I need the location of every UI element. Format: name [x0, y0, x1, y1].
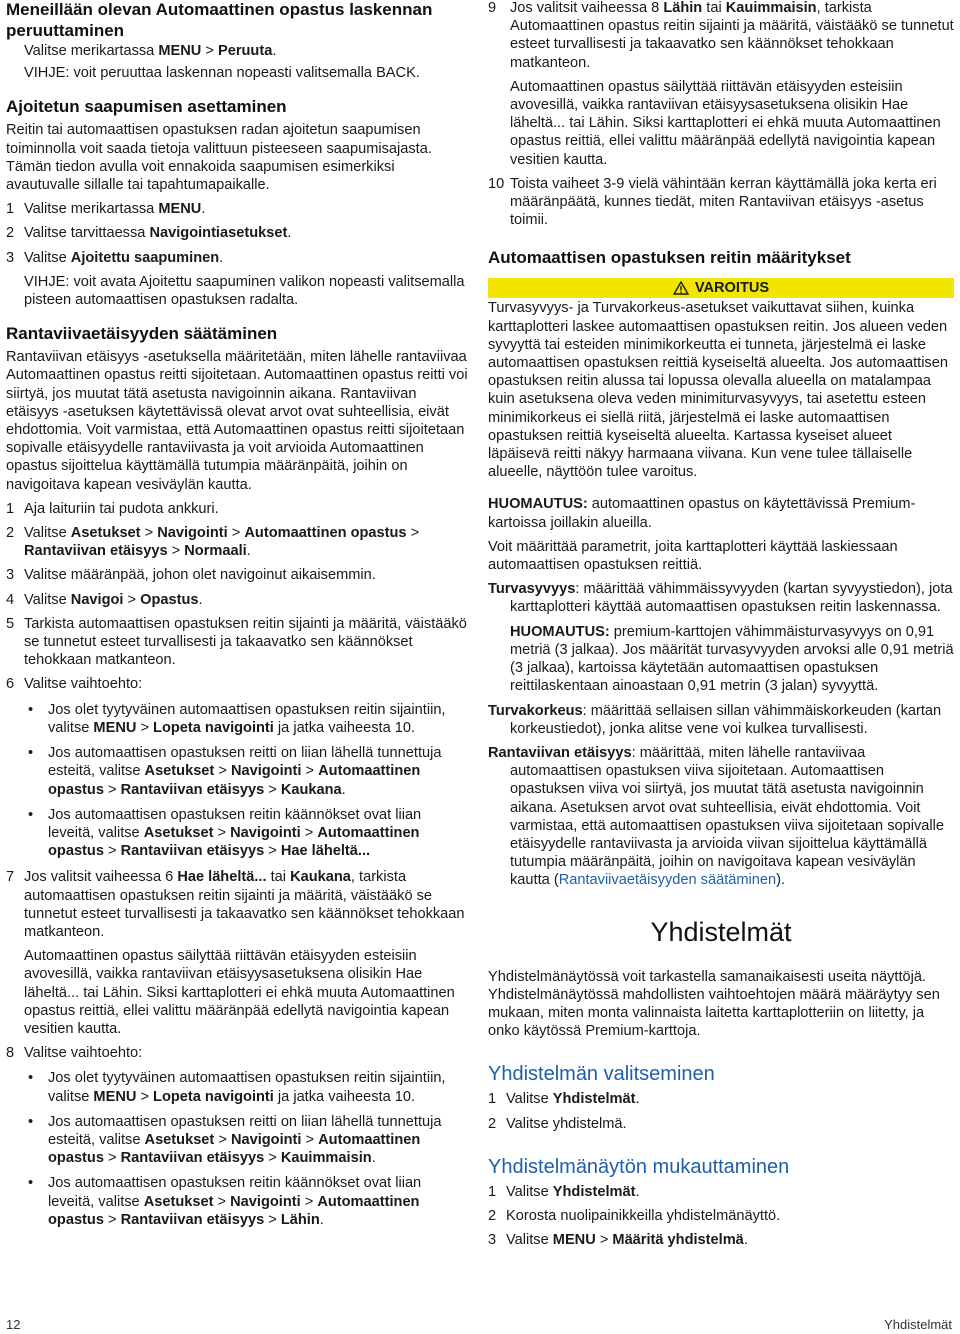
definition-safe-height: Turvakorkeus: määrittää sellaisen sillan vähimmäiskorkeuden (kartan korkeustiedot), jonka alitse vene voi kulkea turvallisesti. [488, 702, 942, 737]
paragraph-shoreline-distance: Rantaviivan etäisyys -asetuksella määritetään, miten lähelle rantaviivaa Automaattinen opastus reitti sijoitetaan. Automaattinen opastus reitti voi siirtyä, jos muutat tätä asetusta navigoinnin aikana. Rantaviivan etäisyys -asetuksen käytettävissä olevat arvot ovat suhteellisia, eivät ehdottomia. Voit varmistaa, että Automaattinen opastus reitti sijoitetaan sopivalle etäisyydelle rantaviivasta ja voit arvioida Automaattinen opastus sijoittelua käyttämällä tutumpia määränpäitä, joihin on navigoitava kapean vesiväylän kautta. [6, 349, 468, 493]
list-item: 2 Valitse yhdistelmä. [488, 1115, 627, 1132]
section-title-customize-combination: Yhdistelmänäytön mukauttaminen [488, 1155, 790, 1178]
list-item: 2 Valitse Asetukset > Navigointi > Automaattinen opastus > Rantaviivan etäisyys > Normaali. [6, 525, 420, 560]
list-item: 1 Valitse merikartassa MENU. [6, 201, 206, 218]
warning-banner [488, 278, 954, 298]
left-column [6, 0, 468, 1229]
list-item: 9 Jos valitsit vaiheessa 8 Lähin tai Kauimmaisin, tarkista Automaattinen opastus reitin sijainti ja määritä, väistääkö se tunnetut esteet turvallisesti ja takaavatko sen käännökset tehokkaan matkanteon. [488, 0, 954, 71]
section-title-timed-arrival: Ajoitetun saapumisen asettaminen [6, 97, 287, 117]
section-title-autoguidance-settings: Automaattisen opastuksen reitin määritykset [488, 248, 851, 268]
list-item: 10 Toista vaiheet 3-9 vielä vähintään kerran käyttämällä joka kerta eri määränpäätä, kunnes tiedät, miten Rantaviivan etäisyys -asetus toimii. [488, 175, 937, 229]
right-column [488, 0, 954, 1249]
link-shoreline-distance[interactable]: Rantaviivaetäisyyden säätäminen [558, 872, 777, 889]
option-list-step8 [6, 1069, 468, 1229]
option-list-step6 [6, 701, 468, 861]
list-item: 3 Valitse MENU > Määritä yhdistelmä. [488, 1232, 748, 1249]
note-premium: HUOMAUTUS: automaattinen opastus on käytettävissä Premium-kartoissa joillakin alueilla. [488, 496, 916, 531]
footer-section-name: Yhdistelmät [884, 1317, 952, 1332]
note-safe-depth: HUOMAUTUS: premium-karttojen vähimmäisturvasyvyys on 0,91 metriä (3 jalkaa). Jos määrität turvasyvyyden arvoksi alle 0,91 metriä (3 jalkaa), kartoissa käytetään automaattisen opastuksen reittilaskentaan ainoastaan 0,91 metrin (3 jalan) syvyyttä. [510, 623, 954, 695]
list-item: 5 Tarkista automaattisen opastuksen reitin sijainti ja määritä, väistääkö se tunnetut esteet turvallisesti ja takaavatko sen käännökset tehokkaan matkanteon. [6, 615, 467, 669]
section-title-select-combination: Yhdistelmän valitseminen [488, 1063, 715, 1086]
step9-note: Automaattinen opastus säilyttää riittävän etäisyyden esteisiin avovesillä, vaikka rantaviivan etäisyysasetuksena olisikin Hae läheltä... tai Lähin. Siksi karttaplotteri ei ehkä muuta Automaattinen opastus reittiä, ellei valittu määränpää edellytä navigointia kapean vesitien kautta. [510, 78, 941, 168]
step7-note: Automaattinen opastus säilyttää riittävän etäisyyden esteisiin avovesillä, vaikka rantaviivan etäisyysasetuksena olisikin Hae läheltä... tai Lähin. Siksi karttaplotteri ei ehkä muuta Automaattinen opastus reittiä, ellei valittu määränpää edellytä navigointia kapean vesitien kautta. [24, 948, 455, 1037]
list-item: • Jos olet tyytyväinen automaattisen opastuksen reitin sijaintiin, valitse MENU > Lopeta navigointi ja jatka vaiheesta 10. [28, 1070, 446, 1105]
paragraph-combinations: Yhdistelmänäytössä voit tarkastella samanaikaisesti useita näyttöjä. Yhdistelmänäytössä mahdollisten vaihtoehtojen määrä määräytyy sen mukaan, miten monta valinnaista laitetta karttaplotteriin on liitetty, ja onko käytössä Premium-karttoja. [488, 968, 940, 1040]
list-item: 2 Korosta nuolipainikkeilla yhdistelmänäyttö. [488, 1207, 781, 1224]
list-item: • Jos olet tyytyväinen automaattisen opastuksen reitin sijaintiin, valitse MENU > Lopeta navigointi ja jatka vaiheesta 10. [28, 701, 446, 736]
paragraph-timed-arrival: Reitin tai automaattisen opastuksen radan ajoitetun saapumisen toiminnolla voit saada tietoja valittuun pisteeseen saapumisajasta. Tämän tiedon avulla voit ennakoida saapumisen esimerkiksi avautuvalle sillalle tai tapahtumapaikalle. [6, 122, 432, 194]
list-item: 8 Valitse vaihtoehto: [6, 1045, 143, 1062]
list-item: 3 Valitse Ajoitettu saapuminen. [6, 249, 224, 266]
list-item: 1 Valitse Yhdistelmät. [488, 1091, 640, 1108]
warning-text: Turvasyvyys- ja Turvakorkeus-asetukset vaikuttavat siihen, kuinka karttaplotteri laskee automaattisen opastuksen reitin. Jos alueen veden syvyyttä tai esteiden minimikorkeutta ei tunneta, järjestelmä ei laske automaattisen opastuksen reittiä kyseiseltä alueelta. Jos automaattisen opastuksen reitin alussa tai lopussa olevalla alueella on matalampaa kuin asetuksena oleva veden minimiturvasyvyys, tai asetettu esteen minimikorkeus ei siellä riitä, järjestelmä ei laske automaattisen opastuksen reittiä kyseiseltä alueelta. Kartassa kyseiset alueet läpäisevä reitti näkyy harmaana viivana. Kun vene tulee tällaiselle alueelle, näyttöön tulee varoitus. [488, 300, 948, 481]
warning-label: VAROITUS [694, 280, 770, 297]
tip-cancel: VIHJE: voit peruuttaa laskennan nopeasti valitsemalla BACK. [24, 65, 420, 82]
list-item: • Jos automaattisen opastuksen reitin käännökset ovat liian leveitä, valitse Asetukset > Navigointi > Automaattinen opastus > Rantaviivan etäisyys > Lähin. [28, 1175, 422, 1228]
list-item: 3 Valitse määränpää, johon olet navigoinut aikaisemmin. [6, 567, 376, 584]
list-item: • Jos automaattisen opastuksen reitti on liian lähellä tunnettuja esteitä, valitse Asetukset > Navigointi > Automaattinen opastus > Rantaviivan etäisyys > Kaukana. [28, 745, 442, 798]
list-item: 2 Valitse tarvittaessa Navigointiasetukset. [6, 225, 292, 242]
paragraph-parameters: Voit määrittää parametrit, joita karttaplotteri käyttää laskiessaan automaattisen opastuksen reittiä. [488, 538, 898, 574]
page-number: 12 [6, 1317, 21, 1332]
tip-timed-arrival: VIHJE: voit avata Ajoitettu saapuminen valikon nopeasti valitsemalla pisteen automaattisen opastuksen radalta. [24, 273, 465, 309]
list-item: • Jos automaattisen opastuksen reitin käännökset ovat liian leveitä, valitse Asetukset > Navigointi > Automaattinen opastus > Rantaviivan etäisyys > Hae läheltä... [28, 806, 422, 860]
definition-shoreline-distance: Rantaviivan etäisyys: määrittää, miten lähelle rantaviivaa automaattisen opastuksen viiva sijoitetaan. Automaattisen opastuksen viiva voi siirtyä, jos muutat tätä asetusta navigoinnin aikana. Asetuksen arvot ovat suhteellisia, eivät ehdottomia. Voit varmistaa, että automaattisen opastuksen viiva sijoitetaan sopivalle etäisyydelle rantaviivasta ja arvioida viivan sijoittelua käyttämällä tutumpia määränpäitä, joihin on navigoitava kapean vesiväylän kautta (Rantaviivaetäisyyden säätäminen). [488, 744, 944, 889]
paragraph-cancel-instruction: Valitse merikartassa MENU > Peruuta. [24, 43, 277, 59]
list-item: 6 Valitse vaihtoehto: [6, 676, 143, 693]
section-title-shoreline-distance: Rantaviivaetäisyyden säätäminen [6, 324, 278, 344]
warning-triangle-icon [673, 281, 689, 295]
list-item: 4 Valitse Navigoi > Opastus. [6, 591, 203, 608]
chapter-title-combinations: Yhdistelmät [650, 916, 792, 947]
list-item: 7 Jos valitsit vaiheessa 6 Hae läheltä... tai Kaukana, tarkista automaattisen opastuksen reitin sijainti ja määritä, väistääkö se tunnetut esteet turvallisesti ja takaavatko sen käännökset tehokkaan matkanteon. [6, 869, 465, 940]
list-item: 1 Valitse Yhdistelmät. [488, 1183, 640, 1200]
section-title-cancel-autoguidance: Meneillään olevan Automaattinen opastus laskennan peruuttaminen [6, 0, 433, 40]
list-item: 1 Aja laituriin tai pudota ankkuri. [6, 500, 219, 517]
list-item: • Jos automaattisen opastuksen reitti on liian lähellä tunnettuja esteitä, valitse Asetukset > Navigointi > Automaattinen opastus > Rantaviivan etäisyys > Kauimmaisin. [28, 1113, 442, 1167]
definition-safe-depth: Turvasyvyys: määrittää vähimmäissyvyyden (kartan syvyystiedon), jota karttaplotteri käyttää automaattisen opastuksen reitin laskennassa. [488, 581, 953, 616]
